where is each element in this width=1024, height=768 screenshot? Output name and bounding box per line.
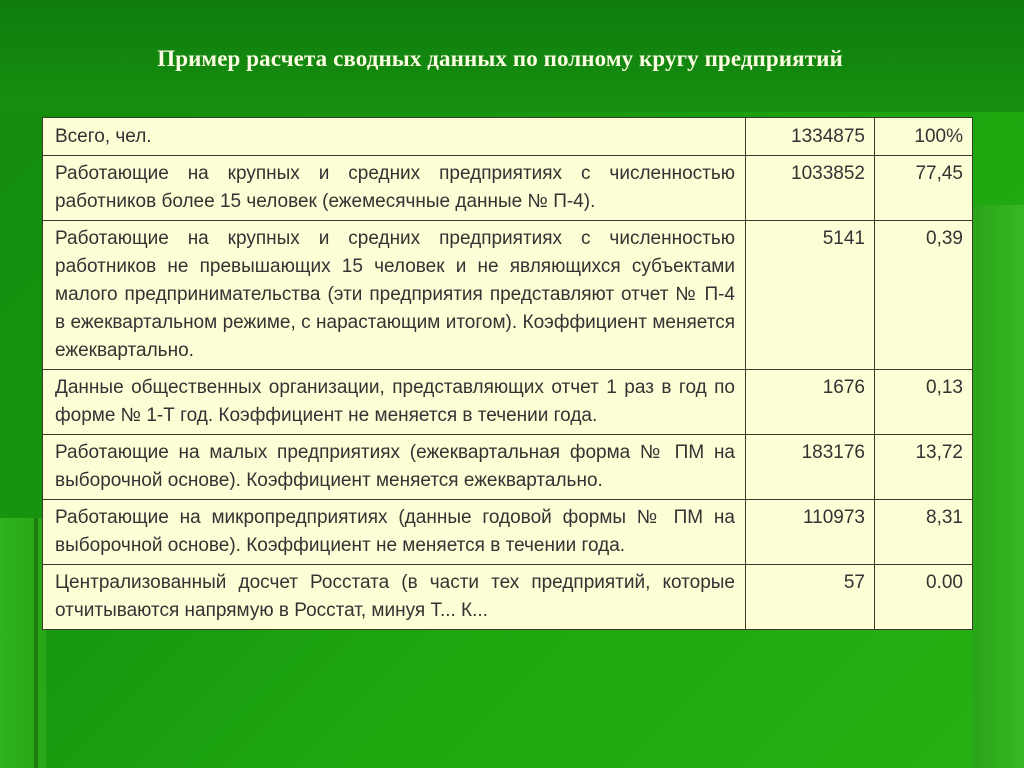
row-description: Работающие на микропредприятиях (данные годовой формы № ПМ на выборочной основе). Коэффициент не меняется в течении года. bbox=[43, 500, 746, 565]
row-percent: 0,13 bbox=[875, 370, 973, 435]
row-description: Работающие на крупных и средних предприятиях с численностью работников более 15 человек (ежемесячные данные № П-4). bbox=[43, 156, 746, 221]
table-row bbox=[43, 370, 973, 435]
row-description: Данные общественных организации, представляющих отчет 1 раз в год по форме № 1-Т год. Коэффициент не меняется в течении года. bbox=[43, 370, 746, 435]
left-decor-line bbox=[34, 518, 38, 768]
row-count: 57 bbox=[746, 565, 875, 630]
table-row bbox=[43, 156, 973, 221]
row-percent: 77,45 bbox=[875, 156, 973, 221]
summary-table bbox=[42, 117, 973, 630]
row-count: 183176 bbox=[746, 435, 875, 500]
row-percent: 100% bbox=[875, 118, 973, 156]
row-count: 1676 bbox=[746, 370, 875, 435]
summary-table-container bbox=[42, 117, 972, 630]
row-description: Централизованный досчет Росстата (в части тех предприятий, которые отчитываются напрямую в Росстат, минуя Т... К... bbox=[43, 565, 746, 630]
left-decor-strip bbox=[0, 518, 46, 768]
row-percent: 8,31 bbox=[875, 500, 973, 565]
row-percent: 0.00 bbox=[875, 565, 973, 630]
table-row bbox=[43, 435, 973, 500]
row-count: 1033852 bbox=[746, 156, 875, 221]
table-row bbox=[43, 118, 973, 156]
table-row bbox=[43, 565, 973, 630]
row-description: Всего, чел. bbox=[43, 118, 746, 156]
table-row bbox=[43, 221, 973, 370]
slide-title: Пример расчета сводных данных по полному кругу предприятий bbox=[157, 46, 843, 71]
right-decor-strip bbox=[972, 205, 1024, 768]
row-count: 5141 bbox=[746, 221, 875, 370]
row-count: 110973 bbox=[746, 500, 875, 565]
row-description: Работающие на крупных и средних предприятиях с численностью работников не превышающих 15 человек и не являющихся субъектами малого предпринимательства (эти предприятия представляют отчет № П-4 в ежеквартальном режиме, с нарастающим итогом). Коэффициент меняется ежеквартально. bbox=[43, 221, 746, 370]
row-count: 1334875 bbox=[746, 118, 875, 156]
row-percent: 0,39 bbox=[875, 221, 973, 370]
table-row bbox=[43, 500, 973, 565]
row-percent: 13,72 bbox=[875, 435, 973, 500]
row-description: Работающие на малых предприятиях (ежеквартальная форма № ПМ на выборочной основе). Коэффициент меняется ежеквартально. bbox=[43, 435, 746, 500]
